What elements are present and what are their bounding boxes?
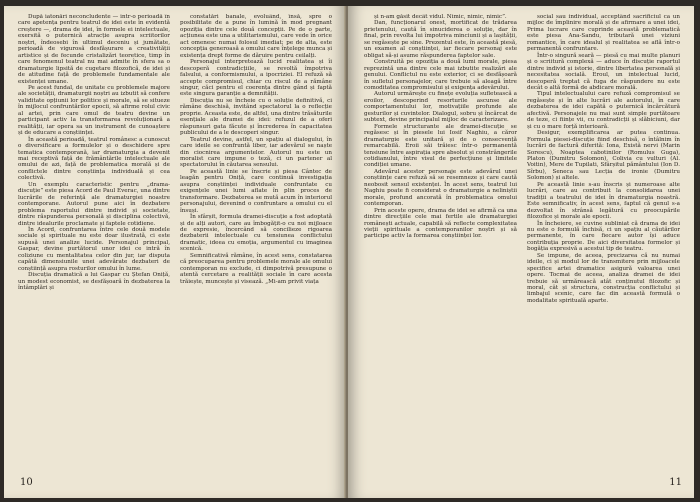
paragraph: În Acord, confruntarea între cele două modele sociale și spirituale nu este doar ilustrată, ci este supusă unei analize lucide. Personajul principal, Gaspar, devine purtătorul unor idei ce intră în coliziune cu mentalitatea celor din jur, iar disputa capătă dimensiunile unei adevărate dezbateri de conștiință asupra rosturilor omului în lume. — [18, 226, 170, 272]
page-number: 10 — [20, 477, 33, 488]
paragraph: Pe acest fundal, de unitate cu problemele majore ale societății, dramaturgii noștri au izbutit să confere validitate opțiunii lor politice și morale, să se situeze în mijlocul confruntărilor epocii, să afirme rolul civic al artei, prin care omul de teatru devine un participant activ la transformarea revoluționară a realității, iar opera sa un instrument de cunoaștere și de educare a conștiinței. — [18, 84, 170, 137]
paragraph: Discuția nu se încheie cu o soluție definitivă, ci rămâne deschisă, invitând spectatorul la o reflecție proprie. Aceasta este, de altfel, una dintre trăsăturile esențiale ale dramei de idei: refuzul de a oferi răspunsuri gata făcute și încrederea în capacitatea publicului de a le descoperi singur. — [180, 97, 332, 137]
left-page — [4, 6, 346, 498]
paragraph: Desigur, exemplificarea ar putea continua. Formula piesei-discuție fiind deschisă, o întâlnim în lucrări de factură diferită: Iona, Există nervi (Marin Sorescu), Noaptea cabotinilor (Romulus Guga), Platon (Dumitru Solomon), Colivia cu vulturi (Al. Voitin), Mere de Tupilati, Sfârșitul pământului (Ion D. Sîrbu), Seneca sau Lecția de ironie (Dumitru Solomon) și altele. — [527, 130, 680, 182]
text-column — [18, 14, 170, 470]
right-page — [348, 6, 694, 498]
paragraph: Discuția dramatică a lui Gaspar cu Ștefan Oniță, un modest economist, se desfășoară în dezbaterea la întâmplări și — [18, 272, 170, 292]
paragraph: Tipul intelectualului care refuză compromisul se regăsește și în alte lucrări ale autorului, în care dezbaterea de idei capătă o puternică încărcătură afectivă. Personajele nu mai sunt simple purtătoare de teze, ci ființe vii, cu contradicții și slăbiciuni, dar și cu o mare forță interioară. — [527, 91, 680, 130]
paragraph: Pe această linie se înscrie și piesa Cântec de leagăn pentru Oniță, care continuă investigația asupra conștiinței individuale confruntate cu exigențele unei lumi aflate în plin proces de transformare. Dezbaterea se mută acum în interiorul personajului, devenind o confruntare a omului cu el însuși. — [180, 168, 332, 214]
paragraph: Prin aceste opere, drama de idei se afirmă ca una dintre direcțiile cele mai fertile ale dramaturgiei românești actuale, capabilă să reflecte complexitatea vieții spirituale a contemporanilor noștri și să participe activ la formarea conștiinței lor. — [364, 207, 517, 240]
paragraph: În această perioadă, teatrul românesc a cunoscut o diversificare a formulelor și o deschidere spre tematica contemporană, iar dramaturgia a devenit mai receptivă față de frământările intelectuale ale omului de azi, față de problematica morală și de conflictele dintre conștiința individuală și cea colectivă. — [18, 136, 170, 182]
paragraph: Construită pe opoziția a două lumi morale, piesa reprezintă una dintre cele mai izbutite realizări ale genului. Conflictul nu este exterior, ci se desfășoară în sufletul personajelor, care trebuie să aleagă între comoditatea compromisului și exigența adevărului. — [364, 59, 517, 91]
left-page-columns — [18, 14, 332, 470]
paragraph: Teatrul devine, astfel, un spațiu al dialogului, în care ideile se confruntă liber, iar adevărul se naște din ciocnirea argumentelor. Autorul nu este un moralist care impune o teză, ci un partener al spectatorului în căutarea sensului. — [180, 136, 332, 169]
paragraph: În încheiere, se cuvine subliniat că drama de idei nu este o formulă închisă, ci un spațiu al căutărilor permanente, în care fiecare autor își aduce contribuția proprie. De aici diversitatea formelor și bogăția expresivă a acestui tip de teatru. — [527, 220, 680, 253]
paragraph: Într-o singură seară — piesă cu mai multe planuri și o scriitură complexă — aduce în discuție raportul dintre individ și istorie, dintre libertatea personală și necesitatea socială. Eroul, un intelectual lucid, descoperă treptat că fuga de răspundere nu este decât o altă formă de abdicare morală. — [527, 52, 680, 91]
paragraph: Adevărul acestor personaje este adevărul unei conștiințe care refuză să se resemneze și care caută neobosit sensul existenței. În acest sens, teatrul lui Naghiu poate fi considerat o dramaturgie a neliniștii morale, profund ancorată în problematica omului contemporan. — [364, 168, 517, 208]
paragraph: Autorul urmărește cu finețe evoluția sufletească a eroilor, descoperind resorturile ascunse ale comportamentului lor, motivațiile profunde ale gesturilor și cuvintelor. Dialogul, sobru și încărcat de subtext, devine principalul mijloc de caracterizare. — [364, 91, 517, 124]
paragraph: Pe această linie s-au înscris și numeroase alte lucrări, care au contribuit la consolidarea unei tradiții a teatrului de idei în dramaturgia noastră. Este semnificativ, în acest sens, faptul că genul s-a dezvoltat în strânsă legătură cu preocupările filozofice și morale ale epocii. — [527, 181, 680, 221]
paragraph: Dan, funcționarul onest, mortificat de trădarea prietenului, caută în sinuciderea o soluție, dar în final, prin revolta lui împotriva minciunii și a lașității, se regăsește pe sine. Prezentul este, în această piesă, un examen al conștiinței, iar fiecare personaj este obligat să-și asume răspunderea faptelor sale. — [364, 20, 517, 59]
paragraph: și n-am găsit decât vidul. Nimic, nimic, nimic”. — [374, 14, 507, 20]
paragraph: Personajul interpretează lucid realitatea și îi descoperă contradicțiile, se revoltă împotriva falsului, a conformismului, a ipocriziei. El refuză să accepte compromisul, chiar cu riscul de a rămâne singur, căci pentru el coerența dintre gând și faptă este singura garanție a demnității. — [180, 59, 332, 98]
paragraph: După iatonări neconcludente — intr-o perioadă în care apetența pentru teatrul de idei este în evidentă creștere —, drama de idei, în formele ei intelectuale, exersită o puternică atracție asupra scriitorilor noștri, îndeosebi în ultimul deceniu și jumătate, perioadă de vigurosă desfășurare a creativității artistice și de fecunde cristalizări teoretice, timp în care fenomenul teatral nu mai admite în sfera sa o dramaturgie lipsită de cugetare filozofică, de idei și de atitudine față de problemele fundamentale ale existenței umane. — [18, 14, 170, 85]
paragraph: În sfârșit, formula dramei-discuție a fost adoptată și de alți autori, care au îmbogățit-o cu noi mijloace de expresie, încercând să concilieze rigoarea dezbaterii intelectuale cu tensiunea conflictului dramatic, ideea cu emoția, argumentul cu imaginea scenică. — [180, 214, 332, 253]
right-page-columns — [364, 14, 680, 470]
paragraph: Un exemplu caracteristic pentru „drama-discuție” este piesa Acord de Paul Everac, una dintre lucrările de referință ale dramaturgiei noastre contemporane. Autorul pune aici în dezbatere problema raportului dintre individ și societate, dintre răspunderea personală și disciplina colectivă, dintre idealurile proclamate și faptele cotidiene. — [18, 181, 170, 227]
paragraph: Se impune, de aceea, precizarea că nu numai ideile, ci și modul lor de transmitere prin mijloacele specifice artei dramatice asigură valoarea unei opere. Tocmai de aceea, analiza dramei de idei trebuie să urmărească atât conținutul filozofic și moral, cât și structura, construcția conflictului și limbajul scenic, care fac din această formulă o modalitate spirituală aparte. — [527, 252, 680, 304]
page-number: 11 — [669, 477, 682, 488]
text-column — [180, 14, 332, 470]
text-column — [527, 14, 680, 470]
text-column — [364, 14, 517, 470]
paragraph: constatări banale, evoluând, însă, spre o posibilitate de a pune în lumină în mod pregnant opoziția dintre cele două concepții. Pe de o parte, acțiunea este una a utilitarismului, care vede în orice act omenesc numai folosul imediat; pe de alta, este concepția generoasă a omului care înțelege munca și existența drept forme de dăruire pentru ceilalți. — [180, 14, 332, 59]
paragraph: Formele structurante ale dramei-discuție se regăsesc și în piesele lui Iosif Naghiu, a căror dramaturgie este unitară și de o consecvență remarcabilă. Eroii săi trăiesc într-o permanentă tensiune între aspirația spre absolut și constrângerile cotidianului, între visul de perfecțiune și limitele condiției umane. — [364, 123, 517, 169]
paragraph: Semnificativă rămâne, în acest sens, constatarea că preocuparea pentru problemele morale ale omului contemporan nu exclude, ci dimpotrivă presupune o atentă cercetare a realității sociale în care acesta trăiește, muncește și visează. „Mi-am privit viața — [180, 252, 332, 285]
paragraph: social sau individual, acceptând sacrificiul ca un mijloc de împlinire morală și de afirmare a unei idei, Prima lucrare care cuprinde această problematică este piesa Ana-Sandu, tributară unei viziuni romantice, în care idealul și realitatea se află într-o permanentă confruntare. — [527, 14, 680, 53]
